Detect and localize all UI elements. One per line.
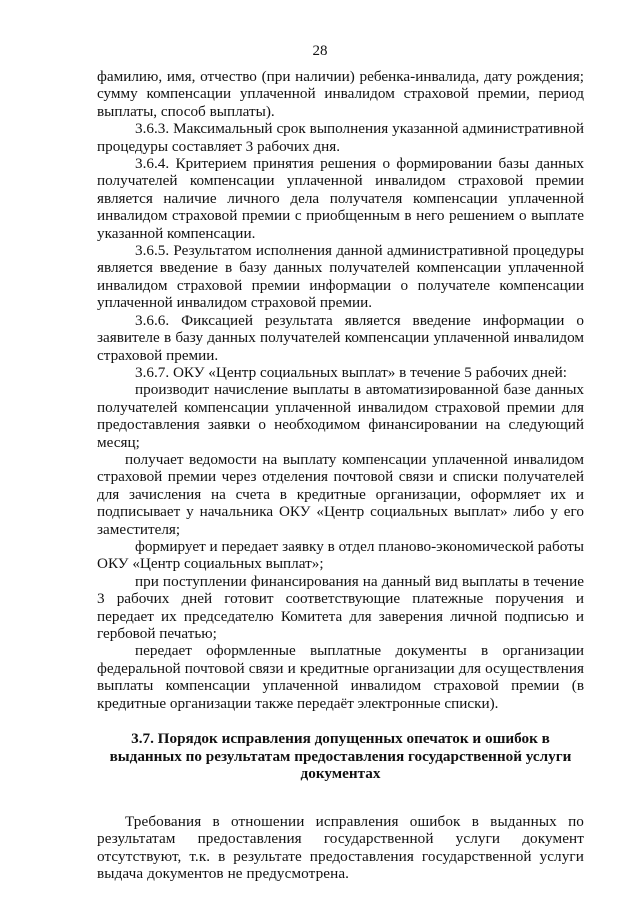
- page-number: 28: [312, 43, 328, 59]
- paragraph-3-6-4: 3.6.4. Критерием принятия решения о формировании базы данных получателей компенсации уплаченной инвалидом страховой премии является наличие личного дела получателя компенсации уплаченной инвалидом страховой премии с приобщенным в него решением о выплате указанной компенсации.: [97, 155, 584, 242]
- list-item-payment-orders: при поступлении финансирования на данный вид выплаты в течение 3 рабочих дней готовит соответствующие платежные поручения и передает их председателю Комитета для заверения личной подписью и гербовой печатью;: [97, 572, 584, 642]
- paragraph-3-6-6: 3.6.6. Фиксацией результата является введение информации о заявителе в базу данных получателей компенсации уплаченной инвалидом страховой премии.: [97, 311, 584, 364]
- paragraph-3-6-7: 3.6.7. ОКУ «Центр социальных выплат» в течение 5 рабочих дней:: [135, 363, 567, 381]
- list-item-accrual: производит начисление выплаты в автоматизированной базе данных получателей компенсации уплаченной инвалидом страховой премии для предоставления заявки о необходимом финансировании на следующий месяц;: [97, 381, 584, 451]
- paragraph-3-6-5: 3.6.5. Результатом исполнения данной административной процедуры является введение в базу данных получателей компенсации уплаченной инвалидом страховой премии информации о получателе компенсации уплаченной инвалидом страховой премии.: [97, 242, 584, 312]
- page-body: [97, 68, 584, 882]
- list-item-transfer-documents: передает оформленные выплатные документы в организации федеральной почтовой связи и кредитные организации для осуществления выплаты компенсации уплаченной инвалидом страховой премии (в кредитные организации также передаёт электронные списки).: [97, 642, 584, 712]
- paragraph-continuation: фамилию, имя, отчество (при наличии) ребенка-инвалида, дату рождения; сумму компенсации уплаченной инвалидом страховой премии, период выплаты, способ выплаты).: [97, 68, 584, 120]
- paragraph-3-6-3: 3.6.3. Максимальный срок выполнения указанной административной процедуры составляет 3 рабочих дня.: [97, 120, 584, 155]
- list-item-request: формирует и передает заявку в отдел планово-экономической работы ОКУ «Центр социальных выплат»;: [97, 537, 584, 573]
- section-heading-3-7: 3.7. Порядок исправления допущенных опечаток и ошибок в выданных по результатам предоставления государственной услуги документах: [109, 730, 572, 783]
- paragraph-requirements: Требования в отношении исправления ошибок в выданных по результатам предоставления государственной услуги документ отсутствуют, т.к. в результате предоставления государственной услуги выдача документов не предусмотрена.: [97, 812, 584, 883]
- list-item-statements: получает ведомости на выплату компенсации уплаченной инвалидом страховой премии через отделения почтовой связи и списки получателей для зачисления на счета в кредитные организации, оформляет их и подписывает у начальника ОКУ «Центр социальных выплат» либо у его заместителя;: [97, 450, 584, 538]
